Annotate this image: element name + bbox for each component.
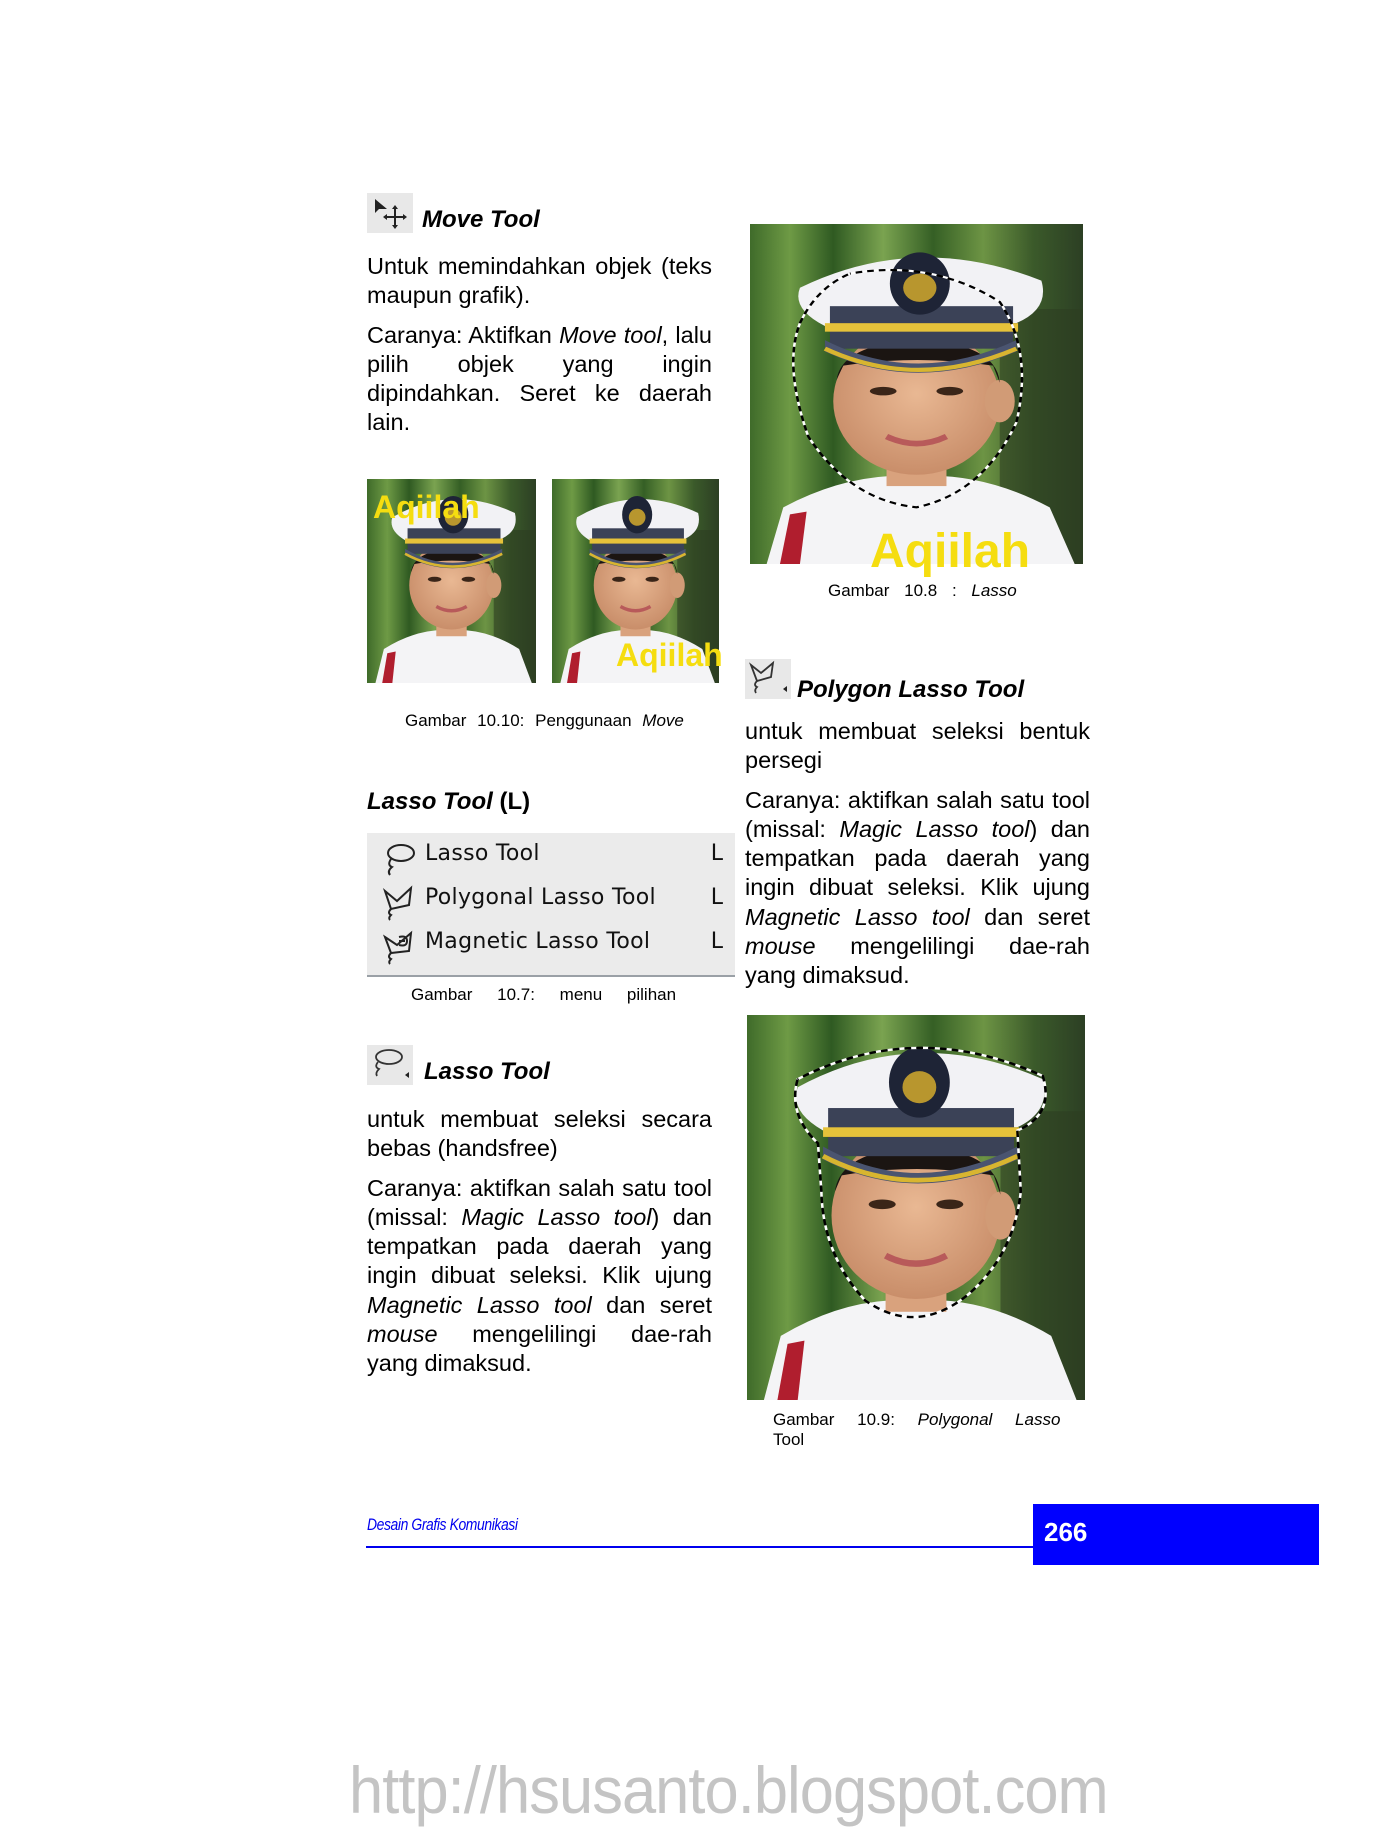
caption-em: Polygonal Lasso bbox=[917, 1410, 1061, 1429]
lasso-section-heading bbox=[367, 788, 530, 816]
polygonal-lasso-icon bbox=[379, 883, 417, 921]
watermark-url: http://hsusanto.blogspot.com bbox=[349, 1753, 1108, 1827]
steps-text: mengelilingi dae-rah yang dimaksud. bbox=[367, 1321, 712, 1377]
lasso-tool-purpose: untuk membuat seleksi secara bebas (handsfree) bbox=[367, 1106, 712, 1162]
menu-item-lasso-tool[interactable] bbox=[367, 835, 735, 879]
menu-item-shortcut: L bbox=[710, 841, 723, 866]
move-tool-icon bbox=[367, 193, 413, 233]
move-tool-steps bbox=[367, 321, 712, 438]
steps-text: ) dan tempatkan pada daerah yang ingin dibuat seleksi. Klik ujung bbox=[745, 815, 1090, 901]
steps-em: Magnetic Lasso tool bbox=[745, 903, 970, 930]
lasso-tool-heading: Lasso Tool bbox=[424, 1058, 550, 1085]
heading-shortcut: (L) bbox=[492, 788, 531, 815]
page-number-box bbox=[1033, 1504, 1319, 1565]
lasso-tool-icon bbox=[367, 1045, 413, 1085]
polygon-lasso-purpose: untuk membuat seleksi bentuk persegi bbox=[745, 718, 1090, 774]
caption-text: Gambar 10.10: Penggunaan bbox=[405, 711, 643, 730]
menu-item-label: Lasso Tool bbox=[425, 841, 540, 866]
figure-10-9-caption bbox=[773, 1410, 1061, 1449]
caption-text: Gambar 10.9: bbox=[773, 1410, 918, 1429]
figure-10-10-caption bbox=[405, 711, 684, 731]
name-overlay-label: Aqiilah bbox=[870, 525, 1031, 578]
polygon-lasso-tool-heading: Polygon Lasso Tool bbox=[797, 676, 1025, 703]
steps-em: Magnetic Lasso tool bbox=[367, 1291, 592, 1318]
figure-10-8-caption bbox=[828, 581, 1017, 601]
lasso-icon bbox=[379, 839, 417, 877]
move-tool-description bbox=[367, 252, 712, 448]
page-number: 266 bbox=[1044, 1517, 1088, 1547]
polygon-lasso-example-photo bbox=[747, 1015, 1085, 1400]
steps-em: Magic Lasso tool bbox=[461, 1203, 652, 1230]
steps-text: Caranya: aktifkan salah satu tool (missal: bbox=[367, 1174, 712, 1230]
steps-text: dan seret bbox=[591, 1291, 712, 1318]
polygon-lasso-description bbox=[745, 717, 1090, 1001]
steps-em: mouse bbox=[367, 1321, 438, 1348]
name-overlay-label: Aqiilah bbox=[373, 489, 480, 525]
move-example-photo-before bbox=[367, 479, 536, 683]
polygon-lasso-steps bbox=[745, 786, 1090, 991]
menu-item-label: Magnetic Lasso Tool bbox=[425, 929, 651, 954]
name-overlay-label: Aqiilah bbox=[616, 637, 723, 673]
menu-item-shortcut: L bbox=[710, 929, 723, 954]
steps-text: Caranya: aktifkan salah satu tool (missal: bbox=[745, 786, 1090, 842]
caption-em: Move bbox=[642, 711, 684, 730]
lasso-tool-steps bbox=[367, 1174, 712, 1379]
lasso-tool-description bbox=[367, 1105, 712, 1389]
menu-item-label: Polygonal Lasso Tool bbox=[425, 885, 656, 910]
menu-item-polygonal-lasso-tool[interactable] bbox=[367, 879, 735, 923]
magnetic-lasso-icon bbox=[379, 927, 417, 965]
caption-em: Lasso bbox=[971, 581, 1017, 600]
menu-item-shortcut: L bbox=[710, 885, 723, 910]
lasso-tool-menu bbox=[367, 833, 735, 977]
lasso-example-photo bbox=[750, 224, 1083, 578]
move-steps-em: Move tool bbox=[559, 321, 662, 348]
steps-text: mengelilingi dae-rah yang dimaksud. bbox=[745, 933, 1090, 989]
caption-overflow-text: Tool bbox=[773, 1430, 805, 1449]
move-tool-heading: Move Tool bbox=[422, 206, 540, 233]
move-example-photo-after bbox=[552, 479, 723, 683]
steps-text: dan seret bbox=[969, 903, 1090, 930]
move-steps-text-2: , lalu pilih objek yang ingin dipindahkan. Seret ke daerah lain. bbox=[367, 321, 712, 436]
steps-text: ) dan tempatkan pada daerah yang ingin dibuat seleksi. Klik ujung bbox=[367, 1203, 712, 1289]
move-steps-text-1: Caranya: Aktifkan bbox=[367, 321, 560, 348]
heading-em: Lasso Tool bbox=[367, 788, 493, 815]
book-title: Desain Grafis Komunikasi bbox=[367, 1515, 518, 1534]
move-tool-purpose: Untuk memindahkan objek (teks maupun grafik). bbox=[367, 253, 712, 309]
polygon-lasso-tool-icon bbox=[745, 659, 791, 699]
figure-10-7-caption: Gambar 10.7: menu pilihan bbox=[411, 985, 677, 1004]
footer-rule bbox=[366, 1546, 1034, 1548]
menu-item-magnetic-lasso-tool[interactable] bbox=[367, 923, 735, 967]
steps-em: mouse bbox=[745, 933, 816, 960]
caption-text: Gambar 10.8 : bbox=[828, 581, 972, 600]
steps-em: Magic Lasso tool bbox=[839, 815, 1030, 842]
